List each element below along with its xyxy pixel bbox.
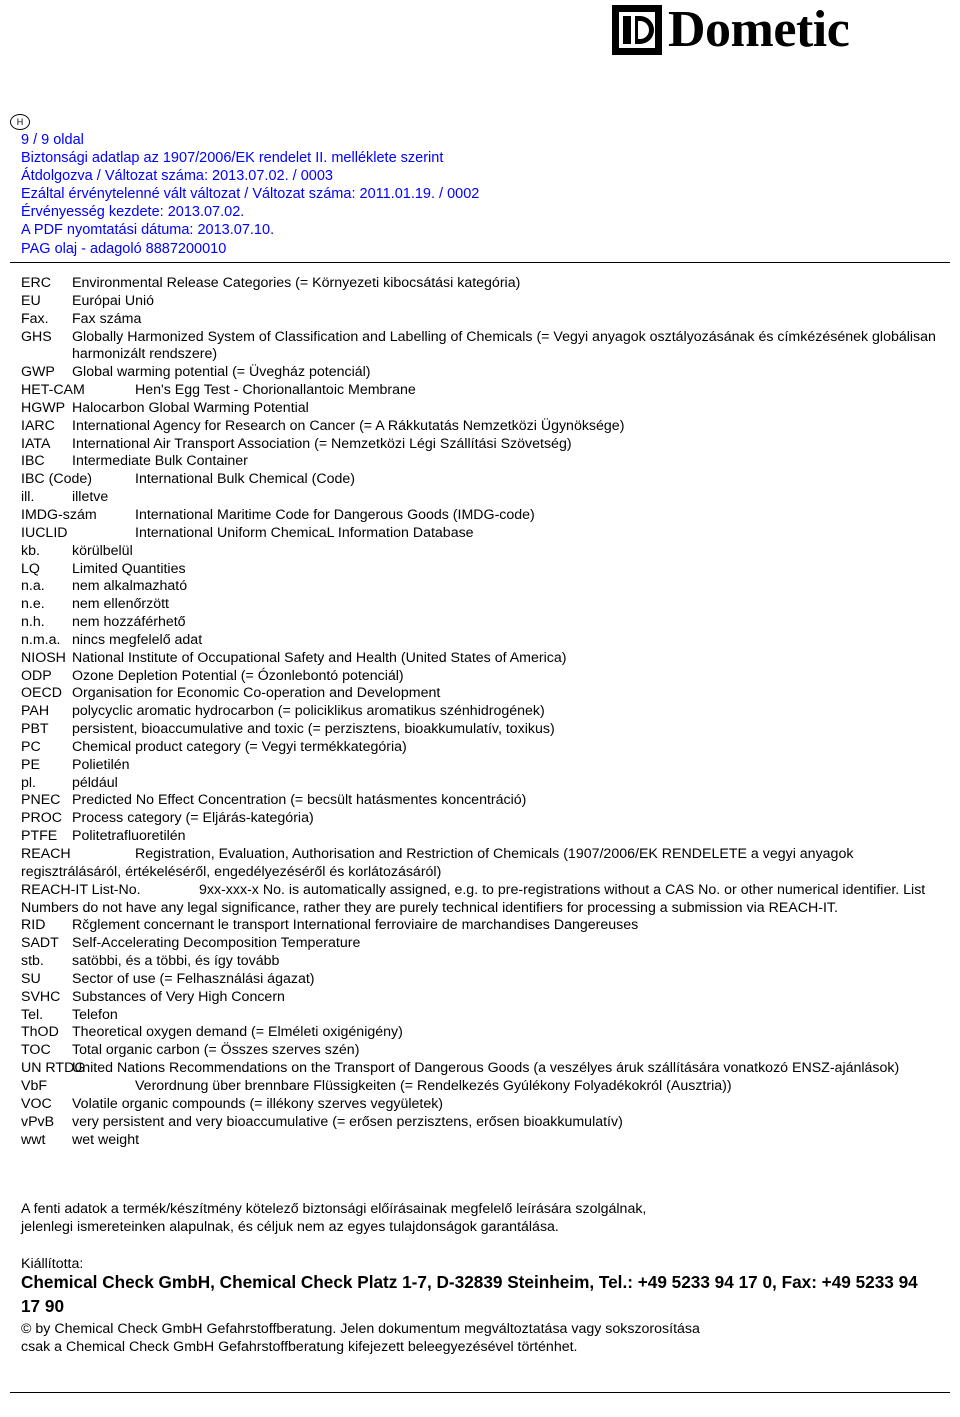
abbreviation-term: kb. xyxy=(21,542,40,559)
document-title: Biztonsági adatlap az 1907/2006/EK rendelet II. melléklete szerint xyxy=(21,150,444,167)
abbreviation-row xyxy=(21,1096,941,1114)
abbreviation-definition: Environmental Release Categories (= Környezeti kibocsátási kategória) xyxy=(72,275,521,291)
abbreviation-definition: Substances of Very High Concern xyxy=(72,988,285,1005)
abbreviation-row xyxy=(21,1060,941,1078)
abbreviation-row xyxy=(21,1024,941,1042)
abbreviation-term: RID xyxy=(21,917,46,934)
abbreviation-term: stb. xyxy=(21,953,44,970)
document-header xyxy=(21,131,941,258)
abbreviation-row xyxy=(21,989,941,1007)
abbreviation-term: wwt xyxy=(21,1131,46,1148)
abbreviation-row xyxy=(21,721,941,739)
abbreviation-row xyxy=(21,1042,941,1060)
copyright-line: csak a Chemical Check GmbH Gefahrstoffberatung kifejezett beleegyezésével történhet. xyxy=(21,1338,578,1355)
abbreviation-row xyxy=(21,757,941,775)
abbreviation-row xyxy=(21,846,941,882)
abbreviation-row xyxy=(21,543,941,561)
abbreviation-term: SU xyxy=(21,970,41,987)
abbreviation-row xyxy=(21,935,941,953)
abbreviation-term: Tel. xyxy=(21,1006,44,1023)
abbreviation-definition: International Uniform ChemicaL Information Database xyxy=(135,524,474,541)
abbreviation-definition: Predicted No Effect Concentration (= becsült hatásmentes koncentráció) xyxy=(72,792,527,809)
abbreviation-definition: Limited Quantities xyxy=(72,560,186,577)
abbreviation-definition: Hen's Egg Test - Chorionallantoic Membrane xyxy=(135,382,416,399)
abbreviation-row xyxy=(21,739,941,757)
copyright-notice xyxy=(21,1321,941,1357)
abbreviation-definition: wet weight xyxy=(72,1131,140,1148)
abbreviation-row xyxy=(21,578,941,596)
abbreviation-term: UN RTDG xyxy=(21,1060,86,1077)
abbreviation-definition: Process category (= Eljárás-kategória) xyxy=(72,810,314,827)
abbreviation-term: REACH xyxy=(21,846,71,862)
superseded-version-line: Ezáltal érvénytelenné vált változat / Változat száma: 2011.01.19. / 0002 xyxy=(21,186,480,203)
abbreviation-term: PBT xyxy=(21,721,49,738)
abbreviation-row xyxy=(21,561,941,579)
abbreviation-row xyxy=(21,971,941,989)
abbreviation-definition: Halocarbon Global Warming Potential xyxy=(72,399,309,416)
abbreviation-definition: very persistent and very bioaccumulative (= erősen perzisztens, erősen bioakkumulatív) xyxy=(72,1113,623,1130)
abbreviation-definition: International Agency for Research on Cancer (= A Rákkutatás Nemzetközi Ügynöksége) xyxy=(72,417,625,434)
disclaimer-text xyxy=(21,1201,941,1237)
abbreviation-term: IUCLID xyxy=(21,524,68,541)
abbreviation-term: HGWP xyxy=(21,399,66,416)
abbreviation-term: VOC xyxy=(21,1095,52,1112)
abbreviation-row xyxy=(21,650,941,668)
abbreviation-term: OECD xyxy=(21,685,62,702)
abbreviation-term: LQ xyxy=(21,560,40,577)
abbreviation-row xyxy=(21,596,941,614)
abbreviation-definition: Registration, Evaluation, Authorisation and Restriction of Chemicals (1907/2006/EK RENDELETE a vegyi anyagok regisztrálásáról, értékeléséről, engedélyezéséről és korlátozásáról) xyxy=(21,846,854,880)
issuer-company: Chemical Check GmbH, Chemical Check Platz 1-7, D-32839 Steinheim, Tel.: +49 5233 94 17 0, Fax: +49 5233 94 17 90 xyxy=(21,1272,918,1316)
abbreviation-term: vPvB xyxy=(21,1113,55,1130)
abbreviation-row xyxy=(21,775,941,793)
abbreviation-row xyxy=(21,329,941,365)
abbreviation-definition: illetve xyxy=(72,489,109,506)
abbreviation-definition: 9xx-xxx-x No. is automatically assigned, e.g. to pre-registrations without a CAS No. or other numerical identifier. List Numbers do not have any legal significance, rather they are purely technical identifiers for processing a submission via REACH-IT. xyxy=(21,881,926,916)
abbreviation-definition: Politetrafluoretilén xyxy=(72,828,186,845)
abbreviation-term: GHS xyxy=(21,328,52,345)
disclaimer-line: A fenti adatok a termék/készítmény kötelező biztonsági előírásainak megfelelő leírására szolgálnak, xyxy=(21,1201,647,1217)
abbreviation-term: IARC xyxy=(21,417,55,434)
abbreviation-row xyxy=(21,1078,941,1096)
abbreviation-row xyxy=(21,614,941,632)
abbreviation-definition: Theoretical oxygen demand (= Elméleti oxigénigény) xyxy=(72,1024,403,1041)
abbreviation-row xyxy=(21,400,941,418)
abbreviation-row xyxy=(21,953,941,971)
abbreviation-term: IMDG-szám xyxy=(21,506,97,523)
abbreviation-term: ODP xyxy=(21,667,52,684)
abbreviation-term: n.a. xyxy=(21,578,45,595)
abbreviation-definition: Global warming potential (= Üvegház potenciál) xyxy=(72,364,371,381)
abbreviation-term: HET-CAM xyxy=(21,382,85,399)
abbreviation-row xyxy=(21,1114,941,1132)
abbreviation-row xyxy=(21,311,941,329)
abbreviation-definition: International Bulk Chemical (Code) xyxy=(135,471,356,488)
abbreviation-row xyxy=(21,382,941,400)
abbreviation-term: ERC xyxy=(21,275,51,291)
dometic-logo-text: Dometic xyxy=(668,1,850,58)
abbreviation-row xyxy=(21,471,941,489)
abbreviation-list xyxy=(21,275,941,1167)
abbreviation-term: NIOSH xyxy=(21,649,66,666)
copyright-line: © by Chemical Check GmbH Gefahrstoffberatung. Jelen dokumentum megváltoztatása vagy sokszorosítása xyxy=(21,1321,700,1337)
abbreviation-row xyxy=(21,685,941,703)
abbreviation-definition: Globally Harmonized System of Classification and Labelling of Chemicals (= Vegyi anyagok osztályozásának és címkézésének globálisan harmonizált rendszere) xyxy=(72,328,936,363)
abbreviation-row xyxy=(21,364,941,382)
abbreviation-term: PROC xyxy=(21,810,62,827)
abbreviation-definition: Ozone Depletion Potential (= Ózonlebontó potenciál) xyxy=(72,667,404,684)
abbreviation-definition: Európai Unió xyxy=(72,292,155,309)
abbreviation-definition: International Maritime Code for Dangerous Goods (IMDG-code) xyxy=(135,506,535,523)
abbreviation-term: REACH-IT List-No. xyxy=(21,881,141,898)
abbreviation-definition: nem ellenőrzött xyxy=(72,596,169,613)
abbreviation-row xyxy=(21,703,941,721)
dometic-logo xyxy=(612,1,850,58)
issued-by-label: Kiállította: xyxy=(21,1256,84,1272)
abbreviation-term: VbF xyxy=(21,1077,48,1094)
abbreviation-definition: körülbelül xyxy=(72,542,133,559)
abbreviation-row xyxy=(21,418,941,436)
abbreviation-term: SVHC xyxy=(21,988,61,1005)
abbreviation-definition: nincs megfelelő adat xyxy=(72,631,203,648)
abbreviation-row xyxy=(21,1007,941,1025)
abbreviation-row xyxy=(21,1149,941,1167)
abbreviation-term: EU xyxy=(21,292,41,309)
abbreviation-row xyxy=(21,453,941,471)
abbreviation-definition: nem alkalmazható xyxy=(72,578,188,595)
abbreviation-row xyxy=(21,1132,941,1150)
abbreviation-row xyxy=(21,489,941,507)
abbreviation-term: Fax. xyxy=(21,310,49,327)
abbreviation-definition: Polietilén xyxy=(72,756,130,773)
abbreviation-definition: Intermediate Bulk Container xyxy=(72,453,248,470)
abbreviation-term: PTFE xyxy=(21,828,58,845)
revision-line: Átdolgozva / Változat száma: 2013.07.02. / 0003 xyxy=(21,168,333,185)
abbreviation-term: n.m.a. xyxy=(21,631,61,648)
abbreviation-term: IBC (Code) xyxy=(21,471,92,488)
abbreviation-definition: United Nations Recommendations on the Transport of Dangerous Goods (a veszélyes áruk szállítására vonatkozó ENSZ-ajánlások) xyxy=(72,1060,900,1077)
print-date-line: A PDF nyomtatási dátuma: 2013.07.10. xyxy=(21,222,275,239)
abbreviation-definition: National Institute of Occupational Safety and Health (United States of America) xyxy=(72,649,567,666)
abbreviation-definition: Sector of use (= Felhasználási ágazat) xyxy=(72,970,315,987)
dometic-logo-mark-icon xyxy=(612,5,662,55)
abbreviation-definition: satöbbi, és a többi, és így tovább xyxy=(72,953,280,970)
abbreviation-row xyxy=(21,668,941,686)
abbreviation-term: ill. xyxy=(21,489,35,506)
abbreviation-term: IATA xyxy=(21,435,51,452)
abbreviation-term: PE xyxy=(21,756,40,773)
country-code-badge: H xyxy=(10,114,30,130)
abbreviation-row xyxy=(21,293,941,311)
abbreviation-definition: Rčglement concernant le transport International ferroviaire de marchandises Dangereuses xyxy=(72,917,639,934)
abbreviation-row xyxy=(21,632,941,650)
abbreviation-row xyxy=(21,275,941,293)
abbreviation-row xyxy=(21,525,941,543)
abbreviation-term: n.h. xyxy=(21,614,45,631)
abbreviation-row xyxy=(21,810,941,828)
abbreviation-row xyxy=(21,507,941,525)
abbreviation-definition: Verordnung über brennbare Flüssigkeiten (= Rendelkezés Gyúlékony Folyadékokról (Ausztria)) xyxy=(135,1077,732,1094)
abbreviation-term: PC xyxy=(21,738,41,755)
abbreviation-row xyxy=(21,792,941,810)
abbreviation-definition: Self-Accelerating Decomposition Temperature xyxy=(72,935,361,952)
product-line: PAG olaj - adagoló 8887200010 xyxy=(21,240,227,257)
abbreviation-term: n.e. xyxy=(21,596,45,613)
abbreviation-definition: polycyclic aromatic hydrocarbon (= policiklikus aromatikus szénhidrogének) xyxy=(72,703,545,720)
footer-divider xyxy=(10,1392,950,1393)
abbreviation-definition: Chemical product category (= Vegyi termékkategória) xyxy=(72,738,407,755)
abbreviation-term: ThOD xyxy=(21,1024,59,1041)
abbreviation-row xyxy=(21,828,941,846)
abbreviation-definition: Fax száma xyxy=(72,310,142,327)
abbreviation-row xyxy=(21,882,941,918)
abbreviation-term: TOC xyxy=(21,1042,51,1059)
abbreviation-term: pl. xyxy=(21,774,36,791)
header-divider xyxy=(10,262,950,263)
abbreviation-definition: Volatile organic compounds (= illékony szerves vegyületek) xyxy=(72,1095,444,1112)
disclaimer-line: jelenlegi ismereteinken alapulnak, és céljuk nem az egyes tulajdonságok garantálása. xyxy=(21,1218,559,1235)
abbreviation-definition: Total organic carbon (= Összes szerves szén) xyxy=(72,1042,360,1059)
abbreviation-row xyxy=(21,436,941,454)
abbreviation-definition: például xyxy=(72,774,118,791)
abbreviation-definition: Organisation for Economic Co-operation and Development xyxy=(72,685,441,702)
page-number: 9 / 9 oldal xyxy=(21,132,84,148)
abbreviation-term: PAH xyxy=(21,703,50,720)
abbreviation-row xyxy=(21,917,941,935)
abbreviation-term: PNEC xyxy=(21,792,61,809)
abbreviation-term: IBC xyxy=(21,453,45,470)
abbreviation-term: GWP xyxy=(21,364,55,381)
abbreviation-definition: Telefon xyxy=(72,1006,118,1023)
effective-date-line: Érvényesség kezdete: 2013.07.02. xyxy=(21,204,245,221)
abbreviation-term: SADT xyxy=(21,935,59,952)
abbreviation-definition: persistent, bioaccumulative and toxic (= perzisztens, bioakkumulatív, toxikus) xyxy=(72,721,555,738)
abbreviation-definition: nem hozzáférhető xyxy=(72,614,186,631)
abbreviation-definition: International Air Transport Association (= Nemzetközi Légi Szállítási Szövetség) xyxy=(72,435,572,452)
